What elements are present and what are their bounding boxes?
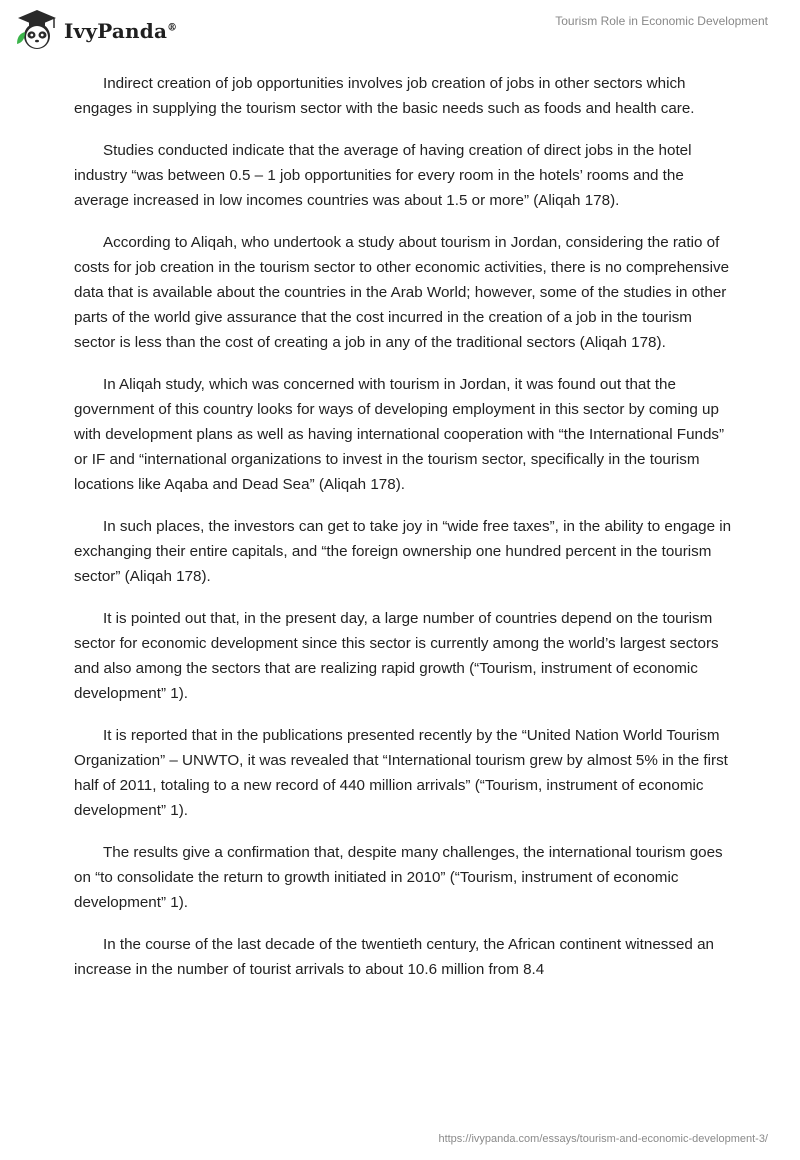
paragraph: According to Aliqah, who undertook a study about tourism in Jordan, considering the ratio of costs for job creation in the tourism sector to other economic activities, there is no comprehensive data that is available about the countries in the Arab World; however, some of the studies in other parts of the world give assurance that the cost incurred in the creation of a job in the tourism sector is less than the cost of creating a job in any of the traditional sectors (Aliqah 178). <box>74 234 730 351</box>
paragraph: Indirect creation of job opportunities involves job creation of jobs in other sectors which engages in supplying the tourism sector with the basic needs such as foods and health care. <box>74 75 695 117</box>
paragraph: In Aliqah study, which was concerned with tourism in Jordan, it was found out that the government of this country looks for ways of developing employment in this sector by coming up with development plans as well as having international cooperation with “the International Funds” or IF and “international organizations to invest in the tourism sector, specifically in the tourism locations like Aqaba and Dead Sea” (Aliqah 178). <box>74 376 725 493</box>
document-title: Tourism Role in Economic Development <box>555 14 768 28</box>
footer-url-link[interactable]: https://ivypanda.com/essays/tourism-and-economic-development-3/ <box>438 1133 768 1145</box>
paragraph: The results give a confirmation that, despite many challenges, the international tourism goes on “to consolidate the return to growth initiated in 2010” (“Tourism, instrument of economic development” 1). <box>74 844 723 911</box>
paragraph: Studies conducted indicate that the average of having creation of direct jobs in the hotel industry “was between 0.5 – 1 job opportunities for every room in the hotels’ rooms and the average increased in low incomes countries was about 1.5 or more” (Aliqah 178). <box>74 142 692 209</box>
logo[interactable] <box>14 8 177 54</box>
paragraph: It is pointed out that, in the present day, a large number of countries depend on the tourism sector for economic development since this sector is currently among the world’s largest sectors and also among the sectors that are realizing rapid growth (“Tourism, instrument of economic development” 1). <box>74 610 719 702</box>
paragraph: In the course of the last decade of the twentieth century, the African continent witnessed an increase in the number of tourist arrivals to about 10.6 million from 8.4 <box>74 936 714 978</box>
paragraph: It is reported that in the publications presented recently by the “United Nation World Tourism Organization” – UNWTO, it was revealed that “International tourism grew by almost 5% in the first half of 2011, totaling to a new record of 440 million arrivals” (“Tourism, instrument of economic development” 1). <box>74 727 728 819</box>
logo-text: IvyPanda® <box>64 19 178 43</box>
page-header <box>0 0 800 66</box>
essay-body <box>74 71 734 999</box>
paragraph: In such places, the investors can get to take joy in “wide free taxes”, in the ability to engage in exchanging their entire capitals, and “the foreign ownership one hundred percent in the tourism sector” (Aliqah 178). <box>74 518 732 585</box>
panda-logo-icon <box>14 8 60 54</box>
